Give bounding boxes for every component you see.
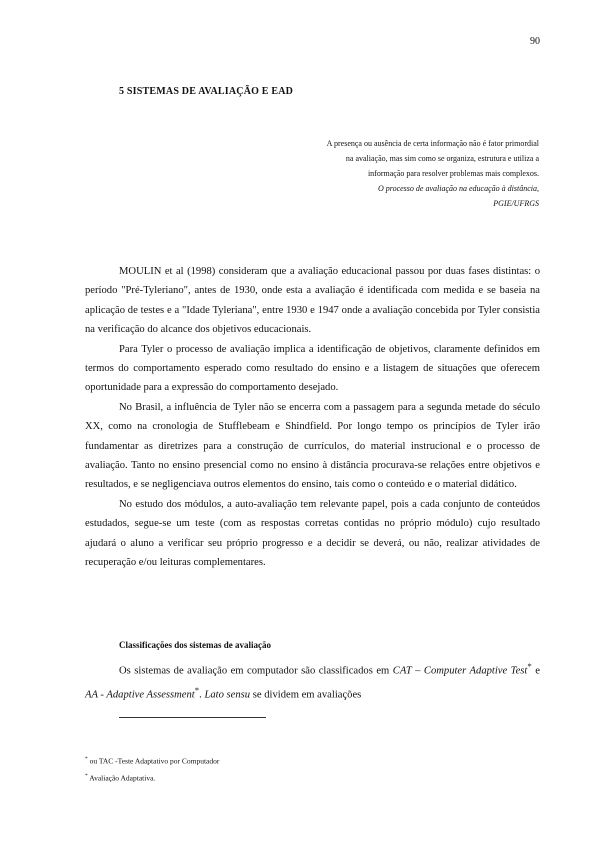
term-aa: AA - Adaptive Assessment	[85, 689, 195, 701]
epigraph-source-org: PGIE/UFRGS	[493, 199, 539, 208]
section-subheading: Classificações dos sistemas de avaliação	[119, 640, 271, 650]
paragraph: No Brasil, a influência de Tyler não se encerra com a passagem para a segunda metade do século XX, como na cronologia de Stufflebeam e Shindfield. Por longo tempo os princípios de Tyler irão fundamentar as diretrizes para a construção de currículos, do material instrucional e o processo de avaliação. Tanto no ensino presencial como no ensino à distância procurava-se relações entre objetivos e resultados, e se negligenciava outros elementos do ensino, tais como o conteúdo e o material didático.	[85, 401, 540, 491]
chapter-title: 5 SISTEMAS DE AVALIAÇÃO E EAD	[119, 86, 294, 97]
page-number: 90	[530, 36, 540, 47]
paragraph	[85, 657, 540, 705]
footnote	[85, 752, 219, 769]
epigraph	[239, 136, 539, 211]
footnote-mark: *	[85, 756, 88, 762]
epigraph-line: informação para resolver problemas mais complexos.	[367, 169, 539, 178]
epigraph-source-title: O processo de avaliação na educação à distância,	[377, 184, 539, 193]
footnote-marker: *	[527, 661, 532, 671]
paragraph: No estudo dos módulos, a auto-avaliação tem relevante papel, pois a cada conjunto de conteúdos estudados, segue-se um teste (com as respostas corretas contidas no próprio módulo) cujo resultado ajudará o aluno a verificar seu próprio progresso e a decidir se deverá, ou não, realizar atividades de recuperação e/ou leituras complementares.	[85, 498, 540, 569]
footnote-text: Avaliação Adaptativa.	[87, 773, 156, 782]
text-run: se dividem em avaliações	[250, 689, 362, 701]
text-run: .	[199, 689, 205, 701]
footnote	[85, 769, 219, 786]
footnote-text: ou TAC -Teste Adaptativo por Computador	[87, 756, 220, 766]
footnote-mark: *	[85, 772, 88, 779]
footnotes	[85, 752, 219, 785]
term-lato-sensu: Lato sensu	[204, 689, 251, 701]
footnote-rule	[119, 717, 266, 718]
footnote-marker: *	[194, 684, 200, 695]
text-run: e	[531, 665, 540, 677]
epigraph-line: A presença ou ausência de certa informação não é fator primordial	[326, 139, 539, 148]
epigraph-line: na avaliação, mas sim como se organiza, estrutura e utiliza a	[345, 154, 539, 163]
paragraph: Para Tyler o processo de avaliação implica a identificação de objetivos, claramente definidos em termos do comportamento esperado como resultado do ensino e a listagem de situações que oferecem oportunidade para a expressão do comportamento desejado.	[85, 343, 540, 394]
term-cat: CAT – Computer Adaptive Test	[392, 665, 528, 677]
body-text	[85, 262, 540, 573]
text-run: Os sistemas de avaliação em computador são classificados em	[119, 665, 393, 677]
paragraph: MOULIN et al (1998) consideram que a avaliação educacional passou por duas fases distintas: o período "Pré-Tyleriano", antes de 1930, onde esta a avaliação é identificada com medida e se baseia na aplicação de testes e a "Idade Tyleriana", entre 1930 e 1947 onde a avaliação concebida por Tyler consistia na verificação do alcance dos objetivos educacionais.	[85, 266, 540, 336]
